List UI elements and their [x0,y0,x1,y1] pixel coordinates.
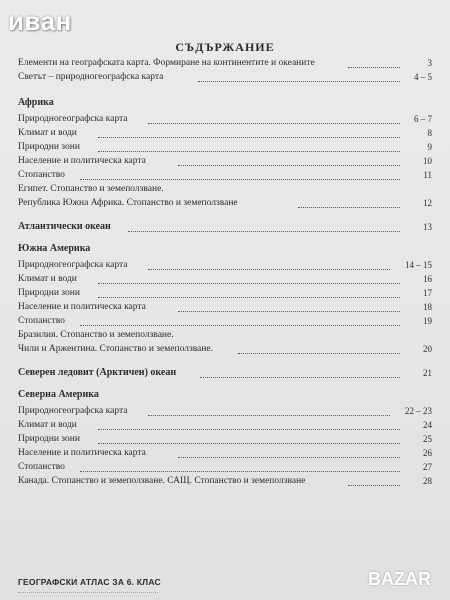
toc-entry-page: 19 [423,316,432,326]
page-title: СЪДЪРЖАНИЕ [175,40,275,54]
toc-entry-page: 12 [423,198,432,208]
toc-entry-label: Стопанство [18,462,65,472]
toc-entry-page: 22 – 23 [405,406,432,416]
toc-entry-label: Стопанство [18,170,65,180]
toc-entry [18,112,432,126]
toc-entry-label: Климат и води [18,128,77,138]
section-heading-arctic: Северен ледовит (Арктичен) океан [18,367,177,378]
toc-entry-page: 6 – 7 [414,114,432,124]
toc-entry-page: 11 [423,170,432,180]
toc-entry [18,418,432,432]
toc-entry-page: 25 [423,434,432,444]
toc-entry-page: 13 [423,222,432,232]
toc-entry [18,460,432,474]
toc-entry-page: 4 – 5 [414,72,432,82]
toc-entry-label: Светът – природногеографска карта [18,72,164,82]
toc-entry [18,140,432,154]
toc-entry-page: 16 [423,274,432,284]
toc-entry-page: 18 [423,302,432,312]
toc-entry [18,432,432,446]
toc-entry [18,272,432,286]
toc-entry-label: Египет. Стопанство и земеползване. [18,184,164,194]
toc-entry-page: 14 – 15 [405,260,432,270]
toc-entry-label: Природни зони [18,288,80,298]
toc-entry-label: Природногеографска карта [18,406,128,416]
toc-entry [18,70,432,84]
toc-entry [18,196,432,210]
toc-entry [18,182,432,196]
section-heading-north-america: Северна Америка [18,389,99,400]
toc-entry [18,286,432,300]
toc-entry-page: 10 [423,156,432,166]
toc-entry-page: 8 [427,128,432,138]
toc-entry-label: Природни зони [18,142,80,152]
toc-entry-label: Република Южна Африка. Стопанство и земеползване [18,198,238,208]
footer-cut-line [18,592,158,599]
toc-entry-page: 17 [423,288,432,298]
toc-entry-label: Климат и води [18,420,77,430]
bazar-logo-graphic [366,566,440,592]
toc-entry-label: Население и политическа карта [18,448,146,458]
toc-entry-label: Природногеографска карта [18,114,128,124]
section-heading-atlantic: Атлантически океан [18,221,111,232]
toc-entry [18,258,432,272]
toc-entry-page: 20 [423,344,432,354]
toc-entry-label: Елементи на географската карта. Формиране на континентите и океаните [18,58,315,68]
toc-entry [18,314,432,328]
toc-entry-label: Население и политическа карта [18,156,146,166]
toc-entry [18,342,432,356]
toc-entry [18,474,432,488]
toc-entry-page: 21 [423,368,432,378]
toc-entry-label: Чили и Аржентина. Стопанство и земеползване. [18,344,213,354]
toc-entry-page: 9 [427,142,432,152]
watermark-text: иван [8,6,72,36]
toc-entry-page: 27 [423,462,432,472]
toc-entry-label: Природногеографска карта [18,260,128,270]
toc-entry-page: 28 [423,476,432,486]
toc-entry [18,446,432,460]
toc-entry [18,220,432,234]
toc-entry [18,126,432,140]
toc-entry [18,56,432,70]
toc-entry [18,168,432,182]
toc-entry-label: Природни зони [18,434,80,444]
toc-entry-page: 3 [427,58,432,68]
toc-entry-label: Бразилия. Стопанство и земеползване. [18,330,174,340]
bazar-logo [366,566,440,592]
toc-entry [18,404,432,418]
toc-entry-label: Климат и води [18,274,77,284]
section-heading-africa: Африка [18,97,54,108]
toc-entry-label: Канада. Стопанство и земеползване. САЩ. Стопанство и земеползване [18,476,306,486]
toc-entry [18,328,432,342]
toc-entry-label: Стопанство [18,316,65,326]
toc-entry-label: Население и политическа карта [18,302,146,312]
toc-entry-page: 26 [423,448,432,458]
toc-entry [18,300,432,314]
toc-entry-page: 24 [423,420,432,430]
bazar-logo-text: BAZAR [368,569,431,589]
footer-title: ГЕОГРАФСКИ АТЛАС ЗА 6. КЛАС [18,577,161,587]
toc-entry [18,154,432,168]
section-heading-south-america: Южна Америка [18,243,91,254]
toc-entry [18,366,432,380]
